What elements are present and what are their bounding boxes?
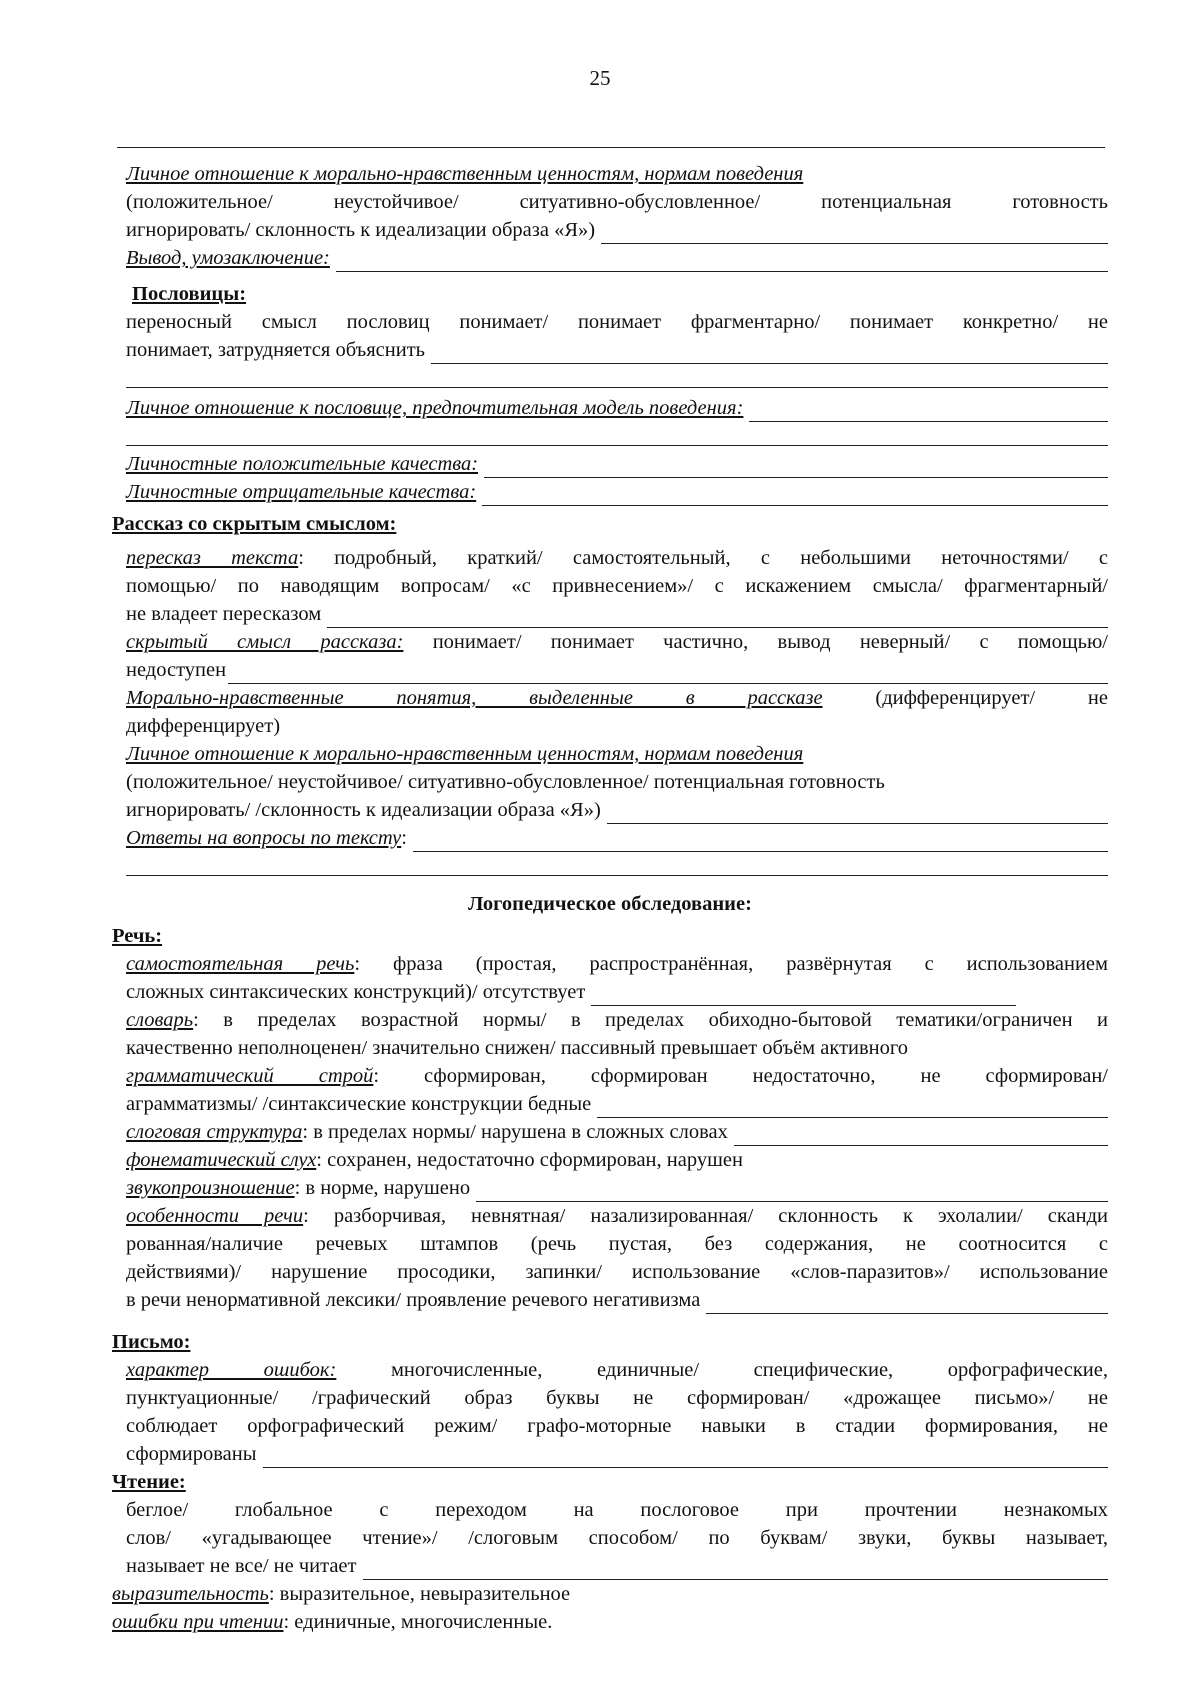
- writing-line1: многочисленные, единичные/ специфические, орфографические,: [336, 1359, 1108, 1381]
- retell-label: пересказ текста: [126, 547, 299, 569]
- pronunciation-text: : в норме, нарушено: [294, 1177, 471, 1199]
- retell-line2: помощью/ по наводящим вопросам/ «с привнесением»/ с искажением смысла/ фрагментарный/: [126, 575, 1108, 597]
- hidden-meaning-line1: понимает/ понимает частично, вывод неверный/ с помощью/: [403, 631, 1108, 653]
- proverb-attitude-label: Личное отношение к пословице, предпочтительная модель поведения:: [126, 397, 744, 419]
- speech-features-blank[interactable]: [706, 1294, 1108, 1314]
- story-heading: Рассказ со скрытым смыслом:: [112, 513, 397, 535]
- vocabulary-line1: : в пределах возрастной нормы/ в пределах обиходно-бытовой тематики/ограничен и: [193, 1009, 1108, 1031]
- proverbs-heading: Пословицы:: [132, 283, 247, 305]
- vocabulary-line2: качественно неполноценен/ значительно снижен/ пассивный превышает объём активного: [126, 1037, 909, 1059]
- vocabulary-label: словарь: [126, 1009, 194, 1031]
- grammar-line1: : сформирован, сформирован недостаточно, не сформирован/: [373, 1065, 1108, 1087]
- page-number: 25: [589, 66, 611, 90]
- speech-features-line2: рованная/наличие речевых штампов (речь пустая, без содержания, не соотносится с: [126, 1233, 1108, 1255]
- writing-line3: соблюдает орфографический режим/ графо-моторные навыки в стадии формирования, не: [126, 1415, 1108, 1437]
- syllable-structure-blank[interactable]: [734, 1126, 1108, 1146]
- writing-line4: сформированы: [126, 1443, 257, 1465]
- answer-blank[interactable]: [601, 224, 1108, 244]
- reading-blank[interactable]: [363, 1560, 1109, 1580]
- reading-section: [112, 1468, 1108, 1636]
- retell-blank[interactable]: [327, 608, 1108, 628]
- reading-errors-text: : единичные, многочисленные.: [283, 1611, 553, 1633]
- negative-qualities-label: Личностные отрицательные качества:: [126, 481, 477, 503]
- proverb-attitude-blank[interactable]: [749, 402, 1108, 422]
- reading-heading: Чтение:: [112, 1471, 186, 1493]
- story-section: Рассказ со скрытым смыслом: пересказ текста: подробный, краткий/ самостоятельный, с небольшими неточностями/ с помощью/ по наводящим вопросам/ «с привнесением»/ с искажением смысла/ фрагментарный/ не владеет пересказом скрытый смысл рассказа: понимает/ понимает частично, вывод неверный/ с помощью/ недоступен Морально-нравственные понятия, выделенные в рассказе (дифференцирует/ не дифференцирует) Личное отношение к морально-нравственным ценностям, нормам поведения (положительное/ неустойчивое/ ситуативно-обусловленное/ потенциальная готовность игнорировать/ /склонность к идеализации образа «Я») Ответы на вопросы по тексту :: [112, 510, 1108, 876]
- speech-features-line3: действиями)/ нарушение просодики, запинки/ использование «слов-паразитов»/ использование: [126, 1261, 1108, 1283]
- positive-qualities-label: Личностные положительные качества:: [126, 453, 479, 475]
- independent-speech-line2: сложных синтаксических конструкций)/ отсутствует: [126, 981, 586, 1003]
- positive-qualities-blank[interactable]: [484, 458, 1108, 478]
- syllable-structure-label: слоговая структура: [126, 1121, 303, 1143]
- hidden-meaning-label: скрытый смысл рассказа:: [126, 631, 404, 653]
- retell-line1: : подробный, краткий/ самостоятельный, с небольшими неточностями/ с: [298, 547, 1108, 569]
- moral-attitude-block: [112, 160, 1108, 272]
- proverbs-section: [112, 280, 1108, 506]
- reading-line2: слов/ «угадывающее чтение»/ /слоговым способом/ по буквам/ звуки, буквы называет,: [126, 1527, 1108, 1549]
- phonemic-hearing-text: : сохранен, недостаточно сформирован, нарушен: [316, 1149, 743, 1171]
- grammar-label: грамматический строй: [126, 1065, 374, 1087]
- moral-attitude-line2: игнорировать/ склонность к идеализации образа «Я»): [126, 219, 596, 241]
- reading-errors-label: ошибки при чтении: [112, 1611, 284, 1633]
- speech-features-line1: : разборчивая, невнятная/ назализированная/ склонность к эхолалии/ сканди: [303, 1205, 1108, 1227]
- document-body: [112, 160, 1108, 1636]
- expressiveness-label: выразительность: [112, 1583, 269, 1605]
- writing-section: [112, 1328, 1108, 1468]
- expressiveness-text: : выразительное, невыразительное: [268, 1583, 571, 1605]
- proverbs-line1: переносный смысл пословиц понимает/ понимает фрагментарно/ понимает конкретно/ не: [126, 311, 1108, 333]
- hidden-meaning-line2: недоступен: [126, 659, 227, 681]
- speech-heading: Речь:: [112, 925, 163, 947]
- story-attitude-line1: (положительное/ неустойчивое/ ситуативно-обусловленное/ потенциальная готовность: [126, 771, 885, 793]
- conclusion-label: Вывод, умозаключение:: [126, 247, 330, 269]
- proverb-attitude-blank-line[interactable]: [126, 426, 1108, 446]
- pronunciation-blank[interactable]: [476, 1182, 1108, 1202]
- moral-concepts-line2: дифференцирует): [126, 715, 281, 737]
- proverbs-line2: понимает, затрудняется объяснить: [126, 339, 426, 361]
- independent-speech-line1: : фраза (простая, распространённая, развёрнутая с использованием: [354, 953, 1108, 975]
- writing-errors-label: характер ошибок:: [126, 1359, 337, 1381]
- answers-blank[interactable]: [413, 832, 1108, 852]
- proverbs-blank-line[interactable]: [126, 368, 1108, 388]
- writing-blank[interactable]: [263, 1448, 1108, 1468]
- independent-speech-blank[interactable]: [591, 986, 1016, 1006]
- reading-line3: называет не все/ не читает: [126, 1555, 357, 1577]
- moral-attitude-title: Личное отношение к морально-нравственным ценностям, нормам поведения: [126, 163, 804, 185]
- independent-speech-label: самостоятельная речь: [126, 953, 355, 975]
- pronunciation-label: звукопроизношение: [126, 1177, 295, 1199]
- writing-heading: Письмо:: [112, 1331, 191, 1353]
- moral-attitude-line1: (положительное/ неустойчивое/ ситуативно-обусловленное/ потенциальная готовность: [126, 191, 1108, 213]
- speech-section: [112, 922, 1108, 1314]
- story-attitude-line2: игнорировать/ /склонность к идеализации образа «Я»): [126, 799, 601, 821]
- speech-features-line4: в речи ненормативной лексики/ проявление речевого негативизма: [126, 1289, 701, 1311]
- phonemic-hearing-label: фонематический слух: [126, 1149, 317, 1171]
- answers-label: Ответы на вопросы по тексту: [126, 827, 402, 849]
- speech-features-label: особенности речи: [126, 1205, 304, 1227]
- grammar-line2: аграмматизмы/ /синтаксические конструкции бедные: [126, 1093, 592, 1115]
- story-attitude-title: Личное отношение к морально-нравственным ценностям, нормам поведения: [126, 743, 804, 765]
- moral-concepts-line1: (дифференцирует/ не: [822, 687, 1108, 709]
- hidden-meaning-blank[interactable]: [228, 664, 1108, 684]
- answers-blank-line[interactable]: [126, 856, 1108, 876]
- grammar-blank[interactable]: [597, 1098, 1108, 1118]
- speech-exam-title: Логопедическое обследование:: [468, 893, 752, 915]
- story-attitude-blank[interactable]: [607, 804, 1108, 824]
- syllable-structure-text: : в пределах нормы/ нарушена в сложных словах: [302, 1121, 728, 1143]
- retell-line3: не владеет пересказом: [126, 603, 322, 625]
- reading-line1: беглое/ глобальное с переходом на послоговое при прочтении незнакомых: [126, 1499, 1108, 1521]
- top-rule: [117, 147, 1105, 148]
- conclusion-blank[interactable]: [336, 252, 1108, 272]
- proverbs-blank[interactable]: [431, 344, 1108, 364]
- negative-qualities-blank[interactable]: [482, 486, 1108, 506]
- writing-line2: пунктуационные/ /графический образ буквы не сформирован/ «дрожащее письмо»/ не: [126, 1387, 1108, 1409]
- moral-concepts-label: Морально-нравственные понятия, выделенные в рассказе: [126, 687, 823, 709]
